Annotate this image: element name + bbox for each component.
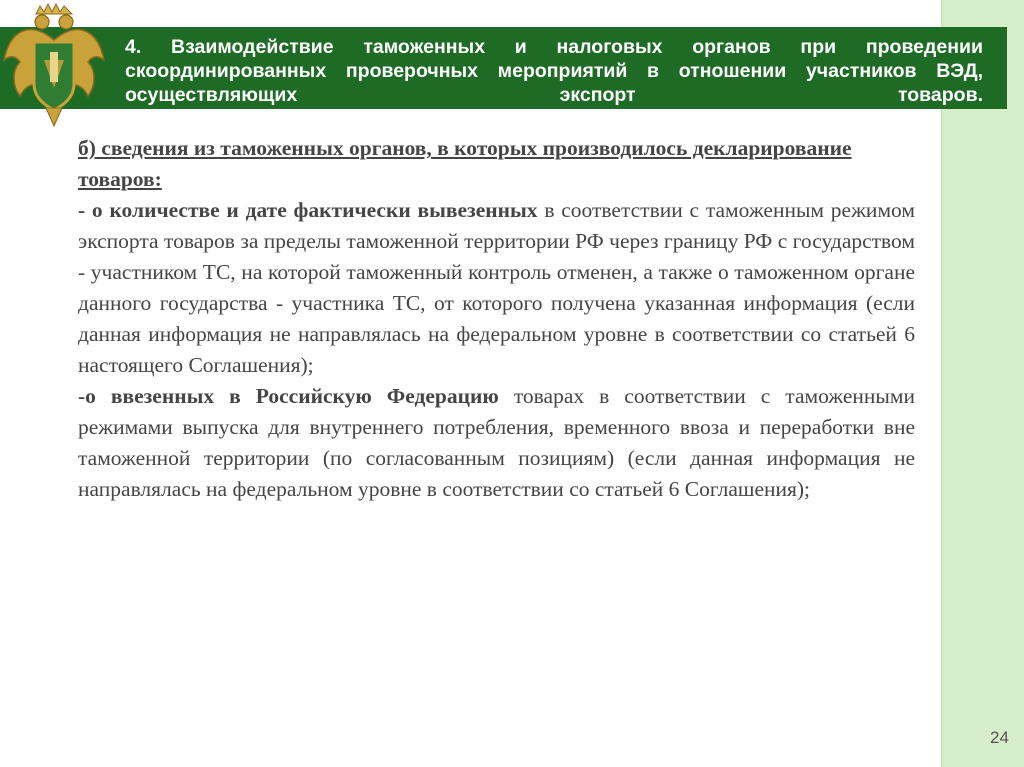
paragraph-export — [78, 195, 915, 381]
slide-title: 4. Взаимодействие таможенных и налоговых органов при проведении скоординированных проверочных мероприятий в отношении участников ВЭД, осуществляющих экспорт товаров. — [125, 36, 983, 106]
side-decor-band — [941, 0, 1024, 767]
paragraph-export-lead: - о количестве и дате фактически вывезенных — [78, 198, 538, 222]
paragraph-import — [78, 381, 915, 505]
paragraph-import-lead: -о ввезенных в Российскую Федерацию — [78, 384, 499, 408]
page-number: 24 — [990, 728, 1009, 747]
paragraph-import-text: товарах в соответствии с таможенными режимами выпуска для внутреннего потребления, временного ввоза и переработки вне таможенной территории (по согласованным позициям) (если данная информация не направлялась на федеральном уровне в соответствии со статьей 6 Соглашения); — [78, 384, 915, 501]
customs-eagle-emblem-icon — [0, 0, 108, 132]
side-decor-line — [941, 0, 943, 767]
slide-body — [78, 133, 915, 505]
paragraph-export-text: в соответствии с таможенным режимом экспорта товаров за пределы таможенной территории РФ через границу РФ с государством - участником ТС, на которой таможенный контроль отменен, а также о таможенном органе данного государства - участника ТС, от которого получена указанная информация (если данная информация не направлялась на федеральном уровне в соответствии со статьей 6 настоящего Соглашения); — [78, 198, 915, 377]
section-heading: б) сведения из таможенных органов, в которых производилось декларирование товаров: — [78, 136, 852, 191]
